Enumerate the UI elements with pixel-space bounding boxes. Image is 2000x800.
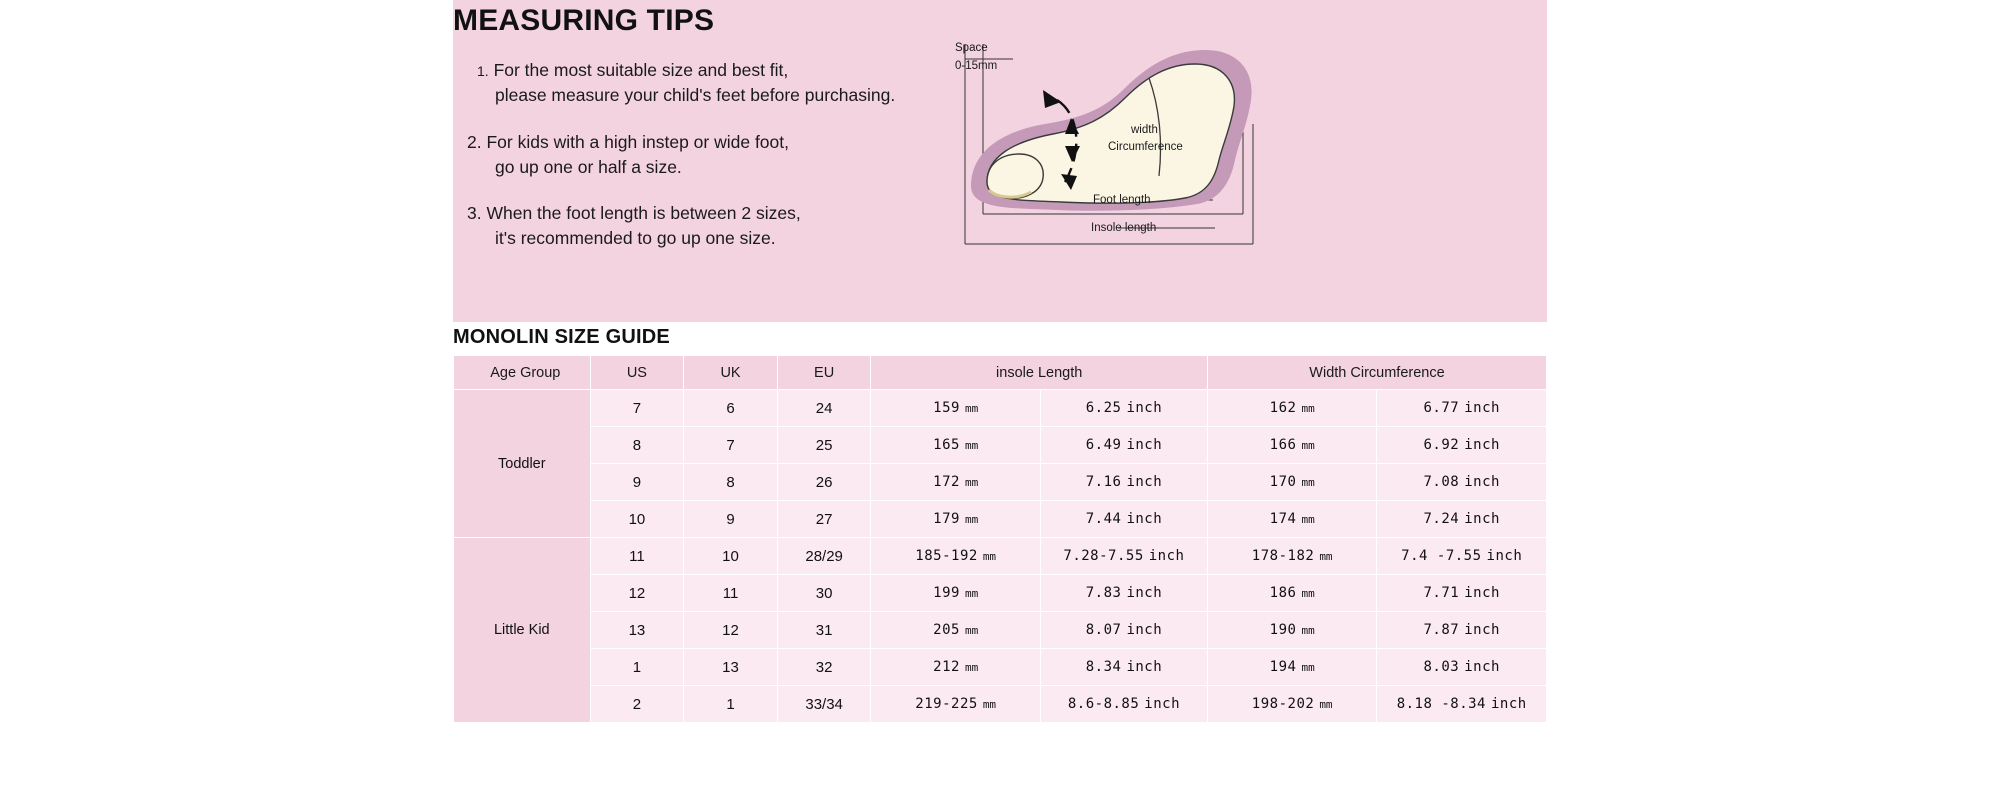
value-width-inch: 7.24 — [1423, 511, 1460, 527]
cell-width-inch — [1377, 464, 1547, 501]
cell-us: 13 — [590, 612, 684, 649]
unit-mm: mm — [964, 513, 979, 526]
size-guide-title: MONOLIN SIZE GUIDE — [453, 326, 670, 348]
age-group-little-kid: Little Kid — [454, 538, 591, 723]
cell-eu: 33/34 — [777, 686, 871, 723]
space-label-line-1: Space — [955, 42, 988, 54]
cell-width-inch — [1377, 427, 1547, 464]
value-width-inch: 8.03 — [1423, 659, 1460, 675]
value-insole-mm: 179 — [933, 511, 960, 527]
cell-eu: 31 — [777, 612, 871, 649]
cell-width-mm — [1207, 501, 1377, 538]
table-row — [454, 538, 1547, 575]
cell-width-mm — [1207, 390, 1377, 427]
value-width-mm: 166 — [1269, 437, 1297, 453]
cell-width-inch — [1377, 649, 1547, 686]
value-width-inch: 8.18 -8.34 — [1396, 696, 1486, 712]
value-insole-inch: 8.6-8.85 — [1067, 696, 1140, 712]
tip-1-line-2: please measure your child's feet before purchasing. — [495, 84, 896, 105]
unit-mm: mm — [1301, 439, 1315, 452]
tip-2-number: 2. — [467, 131, 482, 152]
cell-us: 10 — [590, 501, 684, 538]
table-row — [454, 575, 1547, 612]
width-label: width — [1131, 124, 1158, 136]
value-insole-mm: 172 — [933, 474, 960, 490]
cell-width-inch — [1377, 575, 1547, 612]
unit-mm: mm — [982, 698, 997, 711]
header-us: US — [590, 356, 684, 390]
table-row — [454, 612, 1547, 649]
cell-insole-inch — [1040, 575, 1207, 612]
cell-us: 9 — [590, 464, 684, 501]
cell-us: 12 — [590, 575, 684, 612]
value-width-mm: 194 — [1269, 659, 1297, 675]
header-width-circumference: Width Circumference — [1207, 356, 1546, 390]
cell-insole-mm — [871, 538, 1041, 575]
unit-inch: inch — [1464, 585, 1500, 601]
foot-length-label: Foot length — [1093, 194, 1151, 206]
unit-inch: inch — [1464, 511, 1500, 527]
cell-insole-inch — [1040, 464, 1207, 501]
unit-mm: mm — [1301, 624, 1315, 637]
cell-insole-inch — [1040, 649, 1207, 686]
value-insole-inch: 6.25 — [1085, 400, 1122, 416]
value-width-mm: 186 — [1269, 585, 1297, 601]
unit-inch: inch — [1126, 437, 1163, 453]
cell-insole-mm — [871, 649, 1041, 686]
unit-mm: mm — [1301, 513, 1315, 526]
value-width-mm: 174 — [1269, 511, 1297, 527]
size-table-header-row — [454, 356, 1547, 390]
cell-insole-mm — [871, 501, 1041, 538]
cell-insole-mm — [871, 390, 1041, 427]
cell-insole-inch — [1040, 612, 1207, 649]
value-insole-inch: 7.16 — [1085, 474, 1122, 490]
table-row — [454, 427, 1547, 464]
header-insole-length: insole Length — [871, 356, 1208, 390]
unit-mm: mm — [964, 439, 979, 452]
value-insole-mm: 219-225 — [915, 696, 978, 712]
cell-us: 11 — [590, 538, 684, 575]
cell-width-inch — [1377, 686, 1547, 723]
cell-eu: 25 — [777, 427, 871, 464]
cell-width-mm — [1207, 538, 1377, 575]
cell-insole-mm — [871, 464, 1041, 501]
table-row — [454, 464, 1547, 501]
value-insole-inch: 7.83 — [1085, 585, 1122, 601]
cell-width-mm — [1207, 427, 1377, 464]
tip-1-line-1 — [467, 58, 997, 83]
value-width-inch: 6.92 — [1423, 437, 1460, 453]
unit-mm: mm — [1319, 698, 1333, 711]
value-width-mm: 190 — [1269, 622, 1297, 638]
tip-item-2 — [467, 130, 997, 180]
header-uk: UK — [684, 356, 778, 390]
value-width-inch: 6.77 — [1423, 400, 1460, 416]
content-column — [453, 0, 1547, 800]
cell-width-mm — [1207, 612, 1377, 649]
tip-3-line-2: it's recommended to go up one size. — [495, 228, 776, 249]
value-insole-inch: 8.07 — [1085, 622, 1122, 638]
size-table-body — [454, 390, 1547, 723]
value-width-inch: 7.4 -7.55 — [1401, 548, 1482, 564]
table-row — [454, 686, 1547, 723]
value-insole-mm: 185-192 — [915, 548, 978, 564]
measuring-tips-list — [467, 58, 997, 273]
table-row — [454, 390, 1547, 427]
tip-item-1 — [467, 58, 997, 108]
size-guide-table — [453, 355, 1547, 723]
tip-3-number: 3. — [467, 203, 482, 224]
value-insole-mm: 165 — [933, 437, 960, 453]
cell-eu: 26 — [777, 464, 871, 501]
cell-us: 7 — [590, 390, 684, 427]
unit-mm: mm — [964, 587, 979, 600]
cell-insole-mm — [871, 427, 1041, 464]
table-row — [454, 501, 1547, 538]
cell-width-mm — [1207, 686, 1377, 723]
unit-inch: inch — [1464, 622, 1500, 638]
cell-eu: 30 — [777, 575, 871, 612]
header-age-group: Age Group — [454, 356, 591, 390]
arrow-head-top — [1043, 90, 1061, 108]
measuring-tips-panel — [453, 0, 1547, 322]
tip-2-line-1 — [467, 130, 997, 155]
measuring-tips-title: MEASURING TIPS — [453, 4, 715, 37]
unit-mm: mm — [964, 476, 979, 489]
cell-us: 1 — [590, 649, 684, 686]
cell-width-inch — [1377, 501, 1547, 538]
unit-inch: inch — [1491, 696, 1527, 712]
cell-us: 2 — [590, 686, 684, 723]
unit-mm: mm — [1301, 476, 1315, 489]
insole-length-label: Insole length — [1091, 222, 1157, 234]
space-label-line-2: 0-15mm — [955, 60, 998, 72]
value-insole-mm: 199 — [933, 585, 960, 601]
unit-mm: mm — [1301, 587, 1315, 600]
unit-inch: inch — [1126, 474, 1163, 490]
cell-insole-inch — [1040, 501, 1207, 538]
cell-uk: 12 — [684, 612, 778, 649]
tip-item-3 — [467, 201, 997, 251]
value-width-inch: 7.87 — [1423, 622, 1460, 638]
cell-insole-inch — [1040, 390, 1207, 427]
unit-inch: inch — [1464, 437, 1500, 453]
cell-insole-mm — [871, 575, 1041, 612]
unit-inch: inch — [1486, 548, 1523, 564]
unit-inch: inch — [1148, 548, 1185, 564]
cell-uk: 8 — [684, 464, 778, 501]
value-width-inch: 7.08 — [1423, 474, 1460, 490]
cell-insole-inch — [1040, 427, 1207, 464]
cell-width-mm — [1207, 575, 1377, 612]
unit-inch: inch — [1144, 696, 1181, 712]
unit-inch: inch — [1126, 585, 1163, 601]
cell-width-inch — [1377, 538, 1547, 575]
unit-inch: inch — [1126, 400, 1163, 416]
cell-uk: 1 — [684, 686, 778, 723]
unit-inch: inch — [1464, 659, 1500, 675]
unit-inch: inch — [1464, 400, 1500, 416]
value-insole-inch: 7.44 — [1085, 511, 1122, 527]
cell-insole-mm — [871, 686, 1041, 723]
tip-1-text-1: For the most suitable size and best fit, — [493, 60, 789, 80]
age-group-toddler: Toddler — [454, 390, 591, 538]
unit-inch: inch — [1126, 511, 1163, 527]
cell-eu: 28/29 — [777, 538, 871, 575]
value-insole-mm: 205 — [933, 622, 960, 638]
cell-uk: 11 — [684, 575, 778, 612]
cell-width-mm — [1207, 649, 1377, 686]
unit-mm: mm — [982, 550, 997, 563]
value-insole-inch: 7.28-7.55 — [1063, 548, 1144, 564]
tip-3-text-1: When the foot length is between 2 sizes, — [486, 203, 801, 224]
cell-width-mm — [1207, 464, 1377, 501]
tip-3-line-1 — [467, 201, 997, 226]
cell-insole-inch — [1040, 538, 1207, 575]
cell-eu: 27 — [777, 501, 871, 538]
cell-uk: 9 — [684, 501, 778, 538]
value-insole-inch: 6.49 — [1085, 437, 1122, 453]
table-row — [454, 649, 1547, 686]
cell-insole-inch — [1040, 686, 1207, 723]
unit-inch: inch — [1126, 622, 1163, 638]
tip-2-line-2: go up one or half a size. — [495, 156, 682, 177]
cell-width-inch — [1377, 390, 1547, 427]
foot-measurement-diagram — [953, 14, 1533, 314]
unit-mm: mm — [1301, 661, 1315, 674]
cell-uk: 13 — [684, 649, 778, 686]
circumference-label: Circumference — [1108, 141, 1183, 153]
value-insole-inch: 8.34 — [1085, 659, 1122, 675]
value-width-mm: 198-202 — [1251, 696, 1315, 712]
cell-us: 8 — [590, 427, 684, 464]
unit-mm: mm — [1301, 402, 1315, 415]
cell-eu: 24 — [777, 390, 871, 427]
cell-uk: 6 — [684, 390, 778, 427]
value-width-inch: 7.71 — [1423, 585, 1460, 601]
tip-2-text-1: For kids with a high instep or wide foot, — [486, 131, 789, 152]
cell-uk: 7 — [684, 427, 778, 464]
cell-eu: 32 — [777, 649, 871, 686]
cell-insole-mm — [871, 612, 1041, 649]
foot-diagram-svg — [953, 14, 1533, 314]
unit-mm: mm — [964, 624, 979, 637]
tip-1-number: 1. — [477, 63, 489, 79]
value-width-mm: 162 — [1269, 400, 1297, 416]
header-eu: EU — [777, 356, 871, 390]
cell-width-inch — [1377, 612, 1547, 649]
unit-inch: inch — [1126, 659, 1163, 675]
unit-mm: mm — [1319, 550, 1333, 563]
unit-mm: mm — [964, 402, 979, 415]
value-width-mm: 178-182 — [1251, 548, 1315, 564]
value-insole-mm: 212 — [933, 659, 960, 675]
cell-uk: 10 — [684, 538, 778, 575]
unit-mm: mm — [964, 661, 979, 674]
size-table-head — [454, 356, 1547, 390]
value-insole-mm: 159 — [933, 400, 960, 416]
unit-inch: inch — [1464, 474, 1500, 490]
value-width-mm: 170 — [1269, 474, 1297, 490]
